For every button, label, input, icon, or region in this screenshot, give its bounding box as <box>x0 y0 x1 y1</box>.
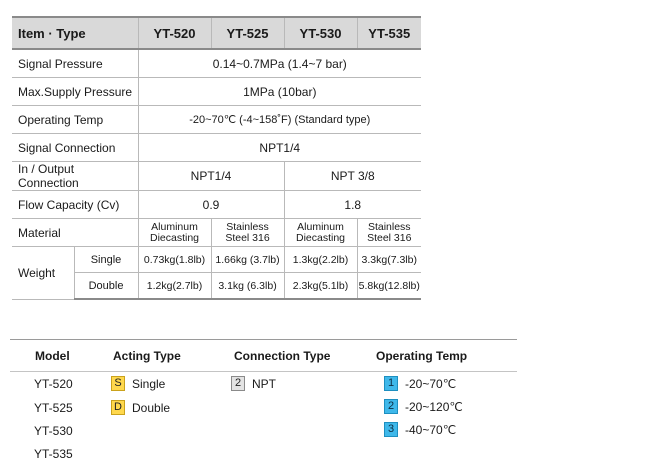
header-item-type: Item · Type <box>12 17 138 49</box>
header-model-yt525: YT-525 <box>211 17 284 49</box>
label-weight-double: Double <box>74 273 138 300</box>
row-weight-double <box>12 273 421 300</box>
material-yt525: Stainless Steel 316 <box>211 219 284 247</box>
legend-top-rule <box>10 339 517 340</box>
value-max-supply-pressure: 1MPa (10bar) <box>138 78 421 106</box>
label-max-supply-pressure: Max.Supply Pressure <box>12 78 138 106</box>
acting-type-single <box>111 375 165 392</box>
value-flow-capacity-small: 0.9 <box>138 191 284 219</box>
legend-model-yt525: YT-525 <box>34 401 73 415</box>
row-weight-single <box>12 247 421 273</box>
legend-header-connection-type: Connection Type <box>234 349 331 363</box>
temp-option-1-label: -20~70℃ <box>405 376 457 391</box>
acting-type-single-label: Single <box>132 376 166 391</box>
value-io-connection-large: NPT 3/8 <box>284 162 421 191</box>
legend-model-yt535: YT-535 <box>34 447 73 461</box>
weight-double-yt525: 3.1kg (6.3lb) <box>211 273 284 300</box>
weight-single-yt520: 0.73kg(1.8lb) <box>138 247 211 273</box>
header-model-yt530: YT-530 <box>284 17 357 49</box>
value-operating-temp: -20~70℃ (-4~158˚F) (Standard type) <box>138 106 421 134</box>
legend-header-acting-type: Acting Type <box>113 349 181 363</box>
legend-model-yt520: YT-520 <box>34 377 73 391</box>
weight-single-yt535: 3.3kg(7.3lb) <box>357 247 421 273</box>
weight-double-yt535: 5.8kg(12.8lb) <box>357 273 421 300</box>
temp-code-3-badge: 3 <box>384 422 398 437</box>
connection-code-2-badge: 2 <box>231 376 245 391</box>
row-operating-temp <box>12 106 421 134</box>
temp-option-3-label: -40~70℃ <box>405 422 457 437</box>
legend-header-rule <box>10 371 517 372</box>
row-max-supply-pressure <box>12 78 421 106</box>
row-io-connection <box>12 162 421 191</box>
label-signal-pressure: Signal Pressure <box>12 49 138 78</box>
acting-type-double-label: Double <box>132 400 171 415</box>
weight-single-yt525: 1.66kg (3.7lb) <box>211 247 284 273</box>
label-operating-temp: Operating Temp <box>12 106 138 134</box>
acting-code-d-badge: D <box>111 400 125 415</box>
temp-code-1-badge: 1 <box>384 376 398 391</box>
weight-single-yt530: 1.3kg(2.2lb) <box>284 247 357 273</box>
material-yt530: Aluminum Diecasting <box>284 219 357 247</box>
temp-code-2-badge: 2 <box>384 399 398 414</box>
label-flow-capacity: Flow Capacity (Cv) <box>12 191 138 219</box>
header-model-yt535: YT-535 <box>357 17 421 49</box>
temp-option-3 <box>384 421 456 438</box>
spec-table <box>12 16 421 300</box>
row-material <box>12 219 421 247</box>
material-yt520: Aluminum Diecasting <box>138 219 211 247</box>
acting-type-double <box>111 399 170 416</box>
value-signal-connection: NPT1/4 <box>138 134 421 162</box>
value-signal-pressure: 0.14~0.7MPa (1.4~7 bar) <box>138 49 421 78</box>
legend-header-operating-temp: Operating Temp <box>376 349 468 363</box>
label-signal-connection: Signal Connection <box>12 134 138 162</box>
label-weight: Weight <box>12 247 74 300</box>
temp-option-2-label: -20~120℃ <box>405 399 463 414</box>
value-io-connection-small: NPT1/4 <box>138 162 284 191</box>
label-material: Material <box>12 219 138 247</box>
weight-double-yt520: 1.2kg(2.7lb) <box>138 273 211 300</box>
ordering-legend <box>10 339 517 469</box>
legend-header-model: Model <box>35 349 70 363</box>
header-model-yt520: YT-520 <box>138 17 211 49</box>
temp-option-2 <box>384 398 463 415</box>
label-weight-single: Single <box>74 247 138 273</box>
row-signal-pressure <box>12 49 421 78</box>
legend-model-yt530: YT-530 <box>34 424 73 438</box>
weight-double-yt530: 2.3kg(5.1lb) <box>284 273 357 300</box>
label-io-connection: In / Output Connection <box>12 162 138 191</box>
connection-type-npt-label: NPT <box>252 376 276 391</box>
spec-header-row <box>12 17 421 49</box>
row-flow-capacity <box>12 191 421 219</box>
material-yt535: Stainless Steel 316 <box>357 219 421 247</box>
row-signal-connection <box>12 134 421 162</box>
value-flow-capacity-large: 1.8 <box>284 191 421 219</box>
temp-option-1 <box>384 375 456 392</box>
connection-type-npt <box>231 375 276 392</box>
acting-code-s-badge: S <box>111 376 125 391</box>
